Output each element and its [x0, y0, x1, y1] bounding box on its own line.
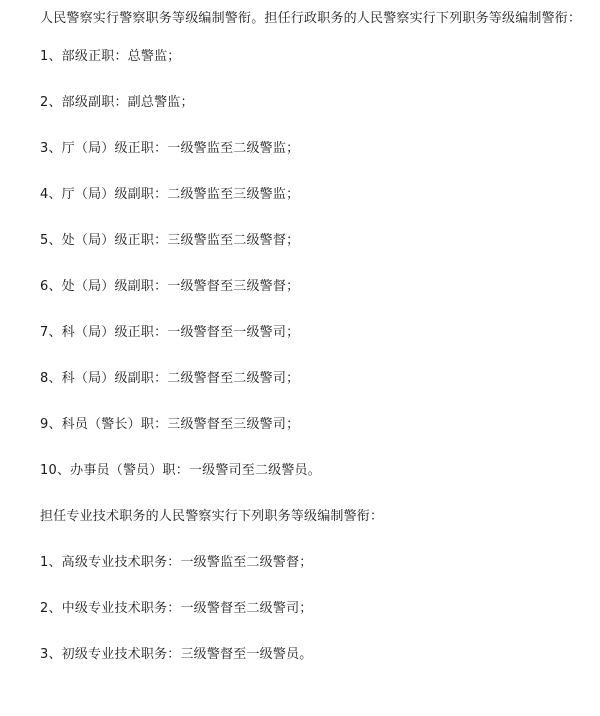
admin-rank-item-9: 9、科员（警长）职：三级警督至三级警司； [40, 417, 300, 432]
technical-rank-heading: 担任专业技术职务的人民警察实行下列职务等级编制警衔： [40, 509, 384, 524]
admin-rank-item-2: 2、部级副职：副总警监； [40, 95, 194, 110]
admin-rank-item-5: 5、处（局）级正职：三级警监至二级警督； [40, 233, 300, 248]
technical-rank-item-3: 3、初级专业技术职务：三级警督至一级警员。 [40, 647, 313, 662]
admin-rank-item-8: 8、科（局）级副职：二级警督至二级警司； [40, 371, 300, 386]
admin-rank-item-7: 7、科（局）级正职：一级警督至一级警司； [40, 325, 300, 340]
admin-rank-item-6: 6、处（局）级副职：一级警督至三级警督； [40, 279, 300, 294]
admin-rank-item-4: 4、厅（局）级副职：二级警监至三级警监； [40, 187, 300, 202]
admin-rank-item-3: 3、厅（局）级正职：一级警监至二级警监； [40, 141, 300, 156]
admin-rank-item-10: 10、办事员（警员）职：一级警司至二级警员。 [40, 463, 321, 478]
technical-rank-item-1: 1、高级专业技术职务：一级警监至二级警督； [40, 555, 313, 570]
technical-rank-item-2: 2、中级专业技术职务：一级警督至二级警司； [40, 601, 313, 616]
admin-rank-item-1: 1、部级正职：总警监； [40, 49, 181, 64]
intro-paragraph: 人民警察实行警察职务等级编制警衔。担任行政职务的人民警察实行下列职务等级编制警衔： [40, 11, 582, 26]
